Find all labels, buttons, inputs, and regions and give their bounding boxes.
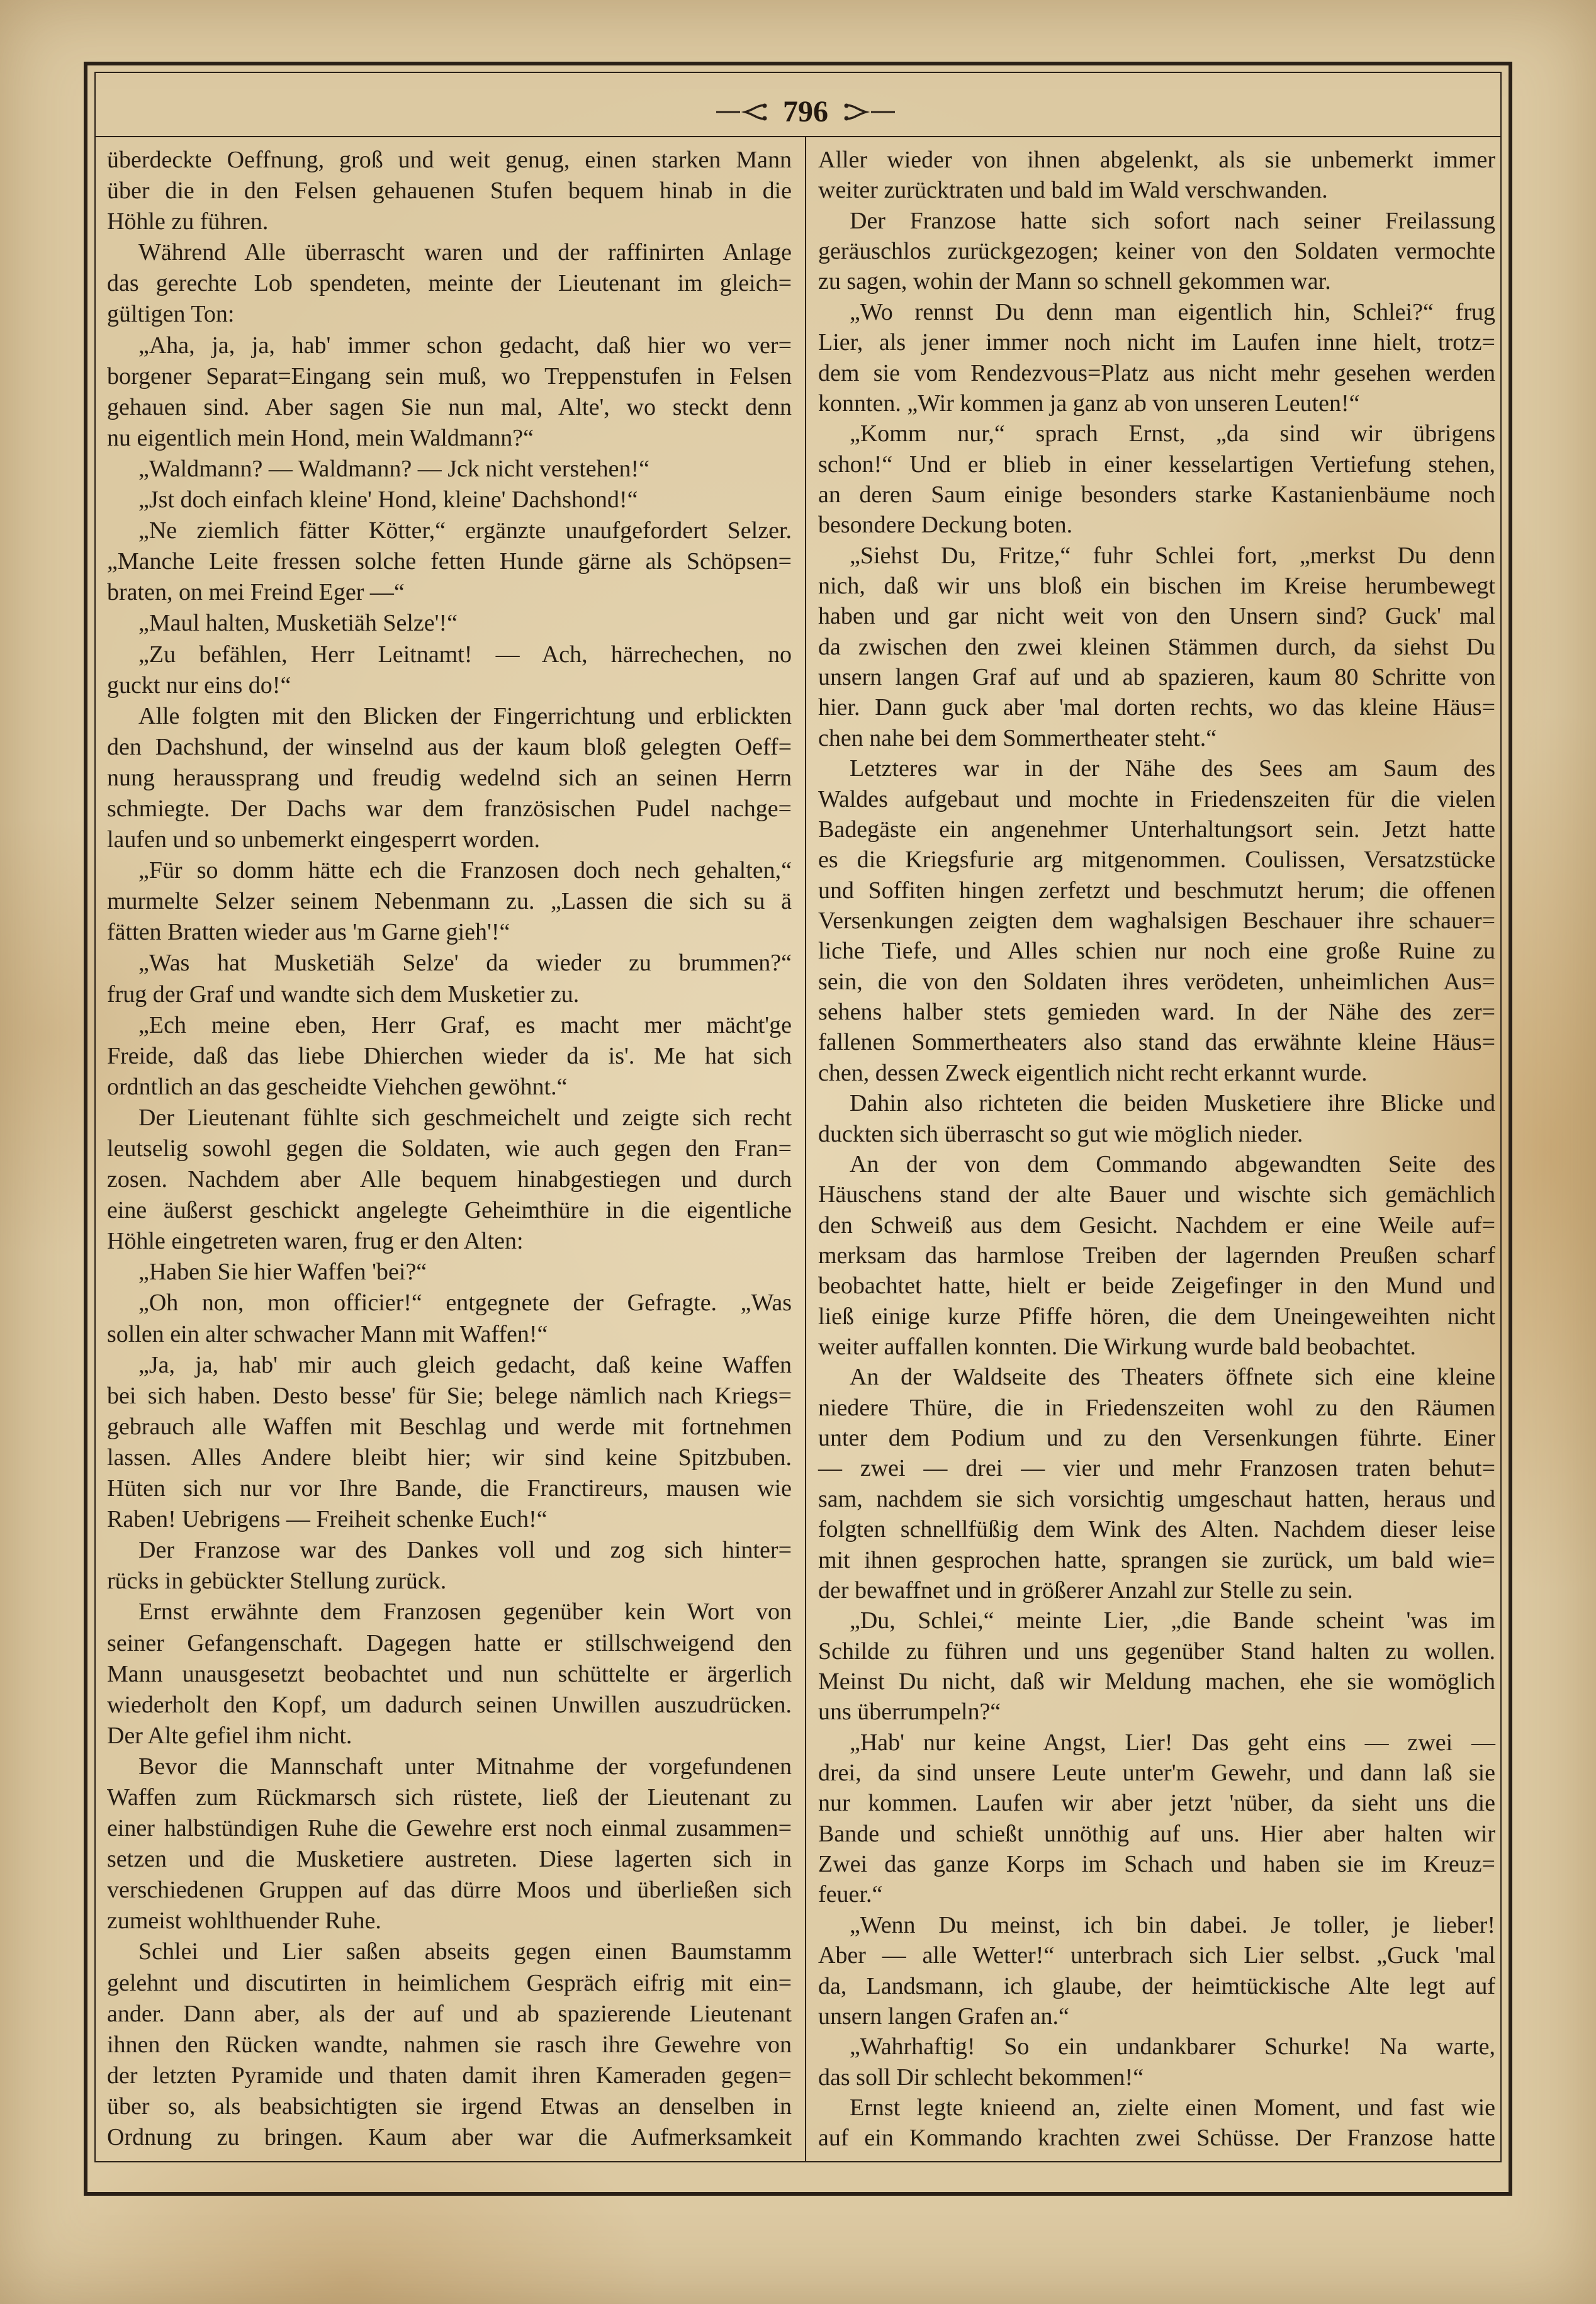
text-line: frug der Graf und wandte sich dem Musketier zu. bbox=[107, 981, 580, 1008]
text-line: Der Franzose hatte sich sofort nach seiner Freilassung bbox=[850, 207, 1495, 234]
paragraph bbox=[107, 454, 792, 485]
text-line: „Waldmann? — Waldmann? — Jck nicht verstehen!“ bbox=[138, 455, 650, 482]
paragraph bbox=[818, 1728, 1495, 1910]
text-line: chen, dessen Zweck eigentlich nicht recht erkannt wurde. bbox=[818, 1059, 1368, 1086]
text-line: Häuschens stand der alte Bauer und wischte sich gemächlich bbox=[818, 1181, 1495, 1208]
paragraph bbox=[107, 1535, 792, 1597]
text-line: überdeckte Oeffnung, groß und weit genug, einen starken Mann bbox=[107, 147, 792, 173]
text-line: Schilde zu führen und uns gegenüber Stand halten zu wollen. bbox=[818, 1638, 1495, 1665]
text-line: Ernst erwähnte dem Franzosen gegenüber kein Wort von bbox=[138, 1599, 792, 1626]
paragraph bbox=[107, 1751, 792, 1937]
text-line: gehauen sind. Aber sagen Sie nun mal, Alte', wo steckt denn bbox=[107, 393, 792, 420]
text-line: murmelte Selzer seinem Nebenmann zu. „Lassen die sich su ä bbox=[107, 888, 792, 915]
paragraph bbox=[107, 145, 792, 237]
text-line: ihnen den Rücken wandte, nahmen sie rasch ihre Gewehre von bbox=[107, 2031, 792, 2058]
text-line: da zwischen den zwei kleinen Stämmen durch, da siehst Du bbox=[818, 633, 1495, 660]
text-line: und Soffiten hingen zerfetzt und beschmutzt herum; die offenen bbox=[818, 877, 1495, 904]
paragraph bbox=[107, 608, 792, 639]
text-line: lassen. Alles Andere bleibt hier; wir sind keine Spitzbuben. bbox=[107, 1444, 792, 1471]
text-line: „Was hat Musketiäh Selze' da wieder zu brummen?“ bbox=[138, 950, 792, 977]
text-line: Versenkungen zeigten dem waghalsigen Beschauer ihre schauer= bbox=[818, 907, 1495, 934]
paragraph bbox=[818, 541, 1495, 754]
text-line: Freide, daß das liebe Dhierchen wieder da is'. Me hat sich bbox=[107, 1042, 792, 1069]
text-line: Waldes aufgebaut und mochte in Friedenszeiten für die vielen bbox=[818, 785, 1495, 812]
text-line: Während Alle überrascht waren und der raffinirten Anlage bbox=[138, 239, 792, 266]
text-line: hier. Dann guck aber 'mal dorten rechts, wo das kleine Häus= bbox=[818, 694, 1495, 721]
text-line: „Jst doch einfach kleine' Hond, kleine' Dachshond!“ bbox=[138, 486, 638, 514]
text-line: den Dachshund, der winselnd aus der kaum bloß gelegten Oeff= bbox=[107, 733, 792, 760]
text-line: Mann unausgesetzt beobachtet und nun schüttelte er ärgerlich bbox=[107, 1660, 792, 1687]
text-line: duckten sich überrascht so gut wie möglich nieder. bbox=[818, 1120, 1303, 1147]
text-line: Ernst legte knieend an, zielte einen Moment, und fast wie bbox=[850, 2094, 1495, 2121]
text-line: — zwei — drei — vier und mehr Franzosen traten behut= bbox=[818, 1455, 1495, 1482]
text-line: chen nahe bei dem Sommertheater steht.“ bbox=[818, 724, 1217, 751]
text-line: bei sich haben. Desto besse' für Sie; belege nämlich nach Kriegs= bbox=[107, 1382, 792, 1409]
text-line: liche Tiefe, und Alles schien nur noch eine große Ruine zu bbox=[818, 938, 1495, 965]
text-line: „Oh non, mon officier!“ entgegnete der Gefragte. „Was bbox=[138, 1290, 792, 1317]
text-line: zu sagen, wohin der Mann so schnell gekommen war. bbox=[818, 268, 1331, 295]
text-line: fätten Bratten wieder aus 'm Garne gieh'!“ bbox=[107, 919, 510, 946]
text-line: Aller wieder von ihnen abgelenkt, als sie unbemerkt immer bbox=[818, 147, 1495, 173]
ornament-left-icon bbox=[714, 101, 770, 123]
text-line: Der Lieutenant fühlte sich geschmeichelt und zeigte sich recht bbox=[138, 1104, 792, 1131]
paragraph bbox=[818, 297, 1495, 419]
ornament-right-icon bbox=[841, 101, 897, 123]
text-line: An der von dem Commando abgewandten Seite des bbox=[850, 1150, 1495, 1177]
paragraph bbox=[818, 1910, 1495, 2031]
text-line: Waffen zum Rückmarsch sich rüstete, ließ der Lieutenant zu bbox=[107, 1784, 792, 1811]
column-left bbox=[107, 145, 792, 2154]
paragraph bbox=[107, 701, 792, 855]
text-line: das gerechte Lob spendeten, meinte der Lieutenant im gleich= bbox=[107, 270, 792, 297]
paragraph bbox=[107, 237, 792, 330]
text-line: „Ne ziemlich fätter Kötter,“ ergänzte unaufgefordert Selzer. bbox=[138, 517, 792, 544]
text-line: leutselig sowohl gegen die Soldaten, wie auch gegen den Fran= bbox=[107, 1135, 792, 1162]
text-line: „Aha, ja, ja, hab' immer schon gedacht, daß hier wo ver= bbox=[138, 332, 792, 359]
text-line: folgten schnellfüßig dem Wink des Alten. Nachdem dieser leise bbox=[818, 1516, 1495, 1543]
text-line: nu eigentlich mein Hond, mein Waldmann?“ bbox=[107, 424, 534, 451]
text-line: Zwei das ganze Korps im Schach und haben sie im Kreuz= bbox=[818, 1851, 1495, 1878]
text-line: ließ einige kurze Pfiffe hören, die dem Uneingeweihten nicht bbox=[818, 1303, 1495, 1330]
text-line: geräuschlos zurückgezogen; keiner von den Soldaten vermochte bbox=[818, 238, 1495, 265]
text-line: feuer.“ bbox=[818, 1881, 883, 1908]
text-line: Bande und schießt unnöthig auf uns. Hier aber halten wir bbox=[818, 1820, 1495, 1847]
text-line: Bevor die Mannschaft unter Mitnahme der vorgefundenen bbox=[138, 1753, 792, 1780]
text-line: ordntlich an das gescheidte Viehchen gewöhnt.“ bbox=[107, 1073, 568, 1100]
text-line: gebrauch alle Waffen mit Beschlag und werde mit fortnehmen bbox=[107, 1413, 792, 1440]
text-line: „Wo rennst Du denn man eigentlich hin, Schlei?“ frug bbox=[850, 298, 1495, 325]
text-line: weiter auffallen konnten. Die Wirkung wurde bald beobachtet. bbox=[818, 1334, 1416, 1361]
page-number: 796 bbox=[783, 95, 828, 128]
paragraph bbox=[818, 1362, 1495, 1605]
text-line: Alle folgten mit den Blicken der Fingerrichtung und erblickten bbox=[138, 702, 792, 729]
text-line: ander. Dann aber, als der auf und ab spazierende Lieutenant bbox=[107, 2000, 792, 2027]
paragraph bbox=[818, 2093, 1495, 2154]
paragraph bbox=[818, 145, 1495, 206]
text-line: guckt nur eins do!“ bbox=[107, 672, 291, 699]
text-line: der letzten Pyramide und thaten damit ihren Kameraden gegen= bbox=[107, 2062, 792, 2089]
text-line: sein, die von den Soldaten ihres verödeten, unheimlichen Aus= bbox=[818, 968, 1495, 995]
text-line: Dahin also richteten die beiden Musketiere ihre Blicke und bbox=[850, 1090, 1495, 1117]
text-line: schon!“ Und er blieb in einer kesselartigen Vertiefung stehen, bbox=[818, 451, 1495, 478]
paragraph bbox=[818, 753, 1495, 1088]
text-line: setzen und die Musketiere austreten. Diese lagerten sich in bbox=[107, 1846, 792, 1873]
paragraph bbox=[107, 1597, 792, 1751]
text-line: unsern langen Grafen an.“ bbox=[818, 2003, 1069, 2030]
text-line: Badegäste ein angenehmer Unterhaltungsort sein. Jetzt hatte bbox=[818, 816, 1495, 843]
text-line: Meinst Du nicht, daß wir Meldung machen, ehe sie womöglich bbox=[818, 1668, 1495, 1695]
text-line: gültigen Ton: bbox=[107, 301, 235, 328]
text-line: Raben! Uebrigens — Freiheit schenke Euch!“ bbox=[107, 1506, 548, 1533]
text-line: das soll Dir schlecht bekommen!“ bbox=[818, 2064, 1144, 2091]
text-line: „Maul halten, Musketiäh Selze'!“ bbox=[138, 610, 458, 637]
text-line: „Zu befählen, Herr Leitnamt! — Ach, härrechechen, no bbox=[138, 641, 792, 668]
paragraph bbox=[107, 639, 792, 701]
paragraph bbox=[107, 1350, 792, 1536]
text-line: uns überrumpeln?“ bbox=[818, 1699, 1001, 1726]
text-line: „Hab' nur keine Angst, Lier! Das geht eins — zwei — bbox=[850, 1729, 1495, 1756]
paragraph bbox=[107, 515, 792, 608]
text-line: Höhle eingetreten waren, frug er den Alten: bbox=[107, 1228, 524, 1255]
text-line: drei, da sind unsere Leute unter'm Gewehr, und dann laß sie bbox=[818, 1760, 1495, 1787]
text-line: mit ihnen gesprochen hatte, sprangen sie zurück, um bald wie= bbox=[818, 1546, 1495, 1573]
text-line: haben und gar nicht weit von den Unsern sind? Guck' mal bbox=[818, 603, 1495, 630]
text-line: da, Landsmann, ich glaube, der heimtückische Alte legt auf bbox=[818, 1972, 1495, 1999]
paragraph bbox=[107, 1257, 792, 1288]
text-line: „Haben Sie hier Waffen 'bei?“ bbox=[138, 1259, 427, 1286]
text-line: sollen ein alter schwacher Mann mit Waffen!“ bbox=[107, 1320, 548, 1347]
text-line: Letzteres war in der Nähe des Sees am Saum des bbox=[850, 755, 1495, 782]
text-line: niedere Thüre, die in Friedenszeiten wohl zu den Räumen bbox=[818, 1394, 1495, 1421]
paragraph bbox=[107, 855, 792, 948]
text-line: wiederholt den Kopf, um dadurch seinen Unwillen auszudrücken. bbox=[107, 1691, 792, 1718]
text-line: „Ech meine eben, Herr Graf, es macht mer mächt'ge bbox=[138, 1011, 792, 1038]
paragraph bbox=[818, 1149, 1495, 1363]
text-line: borgener Separat=Eingang sein muß, wo Treppenstufen in Felsen bbox=[107, 362, 792, 390]
text-line: über so, als beabsichtigten sie irgend Etwas an denselben in bbox=[107, 2093, 792, 2120]
text-line: zosen. Nachdem aber Alle bequem hinabgestiegen und durch bbox=[107, 1166, 792, 1193]
column-divider bbox=[805, 136, 806, 2162]
text-line: „Siehst Du, Fritze,“ fuhr Schlei fort, „merkst Du denn bbox=[850, 542, 1495, 569]
text-line: gelehnt und discutirten in heimlichem Gespräch eifrig mit ein= bbox=[107, 1969, 792, 1996]
paragraph bbox=[107, 1010, 792, 1103]
text-line: es die Kriegsfurie arg mitgenommen. Coulissen, Versatzstücke bbox=[818, 846, 1495, 874]
text-line: Höhle zu führen. bbox=[107, 208, 269, 235]
text-line: der bewaffnet und in größerer Anzahl zur Stelle zu sein. bbox=[818, 1576, 1353, 1604]
text-line: „Manche Leite fressen solche fetten Hunde gärne als Schöpsen= bbox=[107, 548, 792, 575]
text-line: Der Alte gefiel ihm nicht. bbox=[107, 1722, 352, 1749]
text-line: eine äußerst geschickt angelegte Geheimthüre in die eigentliche bbox=[107, 1197, 792, 1224]
text-line: verschiedenen Gruppen auf das dürre Moos und überließen sich bbox=[107, 1877, 792, 1904]
paragraph bbox=[818, 2031, 1495, 2093]
text-line: „Für so domm hätte ech die Franzosen doch nech gehalten,“ bbox=[138, 857, 792, 884]
paragraph bbox=[107, 485, 792, 515]
text-line: dem sie vom Rendezvous=Platz aus nicht mehr gesehen werden bbox=[818, 359, 1495, 386]
paragraph bbox=[107, 330, 792, 454]
paragraph bbox=[818, 419, 1495, 540]
paragraph bbox=[107, 948, 792, 1009]
paragraph bbox=[107, 1288, 792, 1349]
paragraph bbox=[818, 206, 1495, 297]
paragraph bbox=[107, 1936, 792, 2153]
text-line: besondere Deckung boten. bbox=[818, 512, 1073, 539]
text-line: rücks in gebückter Stellung zurück. bbox=[107, 1568, 447, 1595]
text-line: schmiegte. Der Dachs war dem französischen Pudel nachge= bbox=[107, 795, 792, 822]
text-line: Lier, als jener immer noch nicht im Laufen inne hielt, trotz= bbox=[818, 329, 1495, 356]
header-rule bbox=[94, 136, 1502, 137]
text-line: über die in den Felsen gehauenen Stufen bequem hinab in die bbox=[107, 177, 792, 205]
text-line: Hüten sich nur vor Ihre Bande, die Franctireurs, mausen wie bbox=[107, 1475, 792, 1502]
text-line: nich, daß wir uns bloß ein bischen im Kreise herumbewegt bbox=[818, 573, 1495, 600]
text-line: „Ja, ja, hab' mir auch gleich gedacht, daß keine Waffen bbox=[138, 1351, 792, 1378]
text-line: laufen und so unbemerkt eingesperrt worden. bbox=[107, 826, 541, 853]
text-line: auf ein Kommando krachten zwei Schüsse. Der Franzose hatte bbox=[818, 2125, 1495, 2152]
text-line: Aber — alle Wetter!“ unterbrach sich Lier selbst. „Guck 'mal bbox=[818, 1942, 1495, 1969]
text-line: beobachtet hatte, hielt er beide Zeigefinger in den Mund und bbox=[818, 1273, 1495, 1300]
text-line: unsern langen Graf auf und ab spazieren, kaum 80 Schritte von bbox=[818, 664, 1495, 691]
text-line: Der Franzose war des Dankes voll und zog sich hinter= bbox=[138, 1537, 792, 1564]
page-header bbox=[554, 94, 1057, 130]
paragraph bbox=[818, 1088, 1495, 1149]
text-line: an deren Saum einige besonders starke Kastanienbäume noch bbox=[818, 481, 1495, 508]
text-line: nung heraussprang und freudig wedelnd sich an seinen Herrn bbox=[107, 764, 792, 791]
text-line: An der Waldseite des Theaters öffnete sich eine kleine bbox=[850, 1364, 1495, 1391]
text-line: unter dem Podium und zu den Versenkungen führte. Einer bbox=[818, 1425, 1495, 1452]
text-line: einer halbstündigen Ruhe die Gewehre erst noch einmal zusammen= bbox=[107, 1815, 792, 1842]
text-line: braten, on mei Freind Eger —“ bbox=[107, 579, 405, 606]
text-line: zumeist wohlthuender Ruhe. bbox=[107, 1908, 381, 1935]
text-line: Schlei und Lier saßen abseits gegen einen Baumstamm bbox=[138, 1938, 792, 1965]
text-line: nur kommen. Laufen wir aber jetzt 'nüber, da sieht uns die bbox=[818, 1790, 1495, 1817]
text-line: den Schweiß aus dem Gesicht. Nachdem er eine Weile auf= bbox=[818, 1211, 1495, 1239]
paragraph bbox=[818, 1605, 1495, 1727]
text-line: Ordnung zu bringen. Kaum aber war die Aufmerksamkeit bbox=[107, 2124, 792, 2150]
text-line: fallenen Sommertheaters also stand das erwähnte kleine Häus= bbox=[818, 1029, 1495, 1056]
text-line: sam, nachdem sie sich vorsichtig umgeschaut hatten, heraus und bbox=[818, 1485, 1495, 1512]
text-line: „Komm nur,“ sprach Ernst, „da sind wir übrigens bbox=[850, 420, 1495, 447]
text-line: konnten. „Wir kommen ja ganz ab von unseren Leuten!“ bbox=[818, 390, 1360, 417]
text-line: „Du, Schlei,“ meinte Lier, „die Bande scheint 'was im bbox=[850, 1607, 1495, 1634]
text-line: „Wenn Du meinst, ich bin dabei. Je toller, je lieber! bbox=[850, 1911, 1495, 1938]
text-line: merksam das harmlose Treiben der lagernden Preußen scharf bbox=[818, 1242, 1495, 1269]
column-right bbox=[818, 145, 1495, 2154]
text-line: seiner Gefangenschaft. Dagegen hatte er stillschweigend den bbox=[107, 1629, 792, 1656]
paragraph bbox=[107, 1103, 792, 1257]
text-line: „Wahrhaftig! So ein undankbarer Schurke! Na warte, bbox=[850, 2033, 1495, 2060]
text-line: sehens halber stets gemieden ward. In der Nähe des zer= bbox=[818, 999, 1495, 1026]
text-line: weiter zurücktraten und bald im Wald verschwanden. bbox=[818, 177, 1328, 204]
